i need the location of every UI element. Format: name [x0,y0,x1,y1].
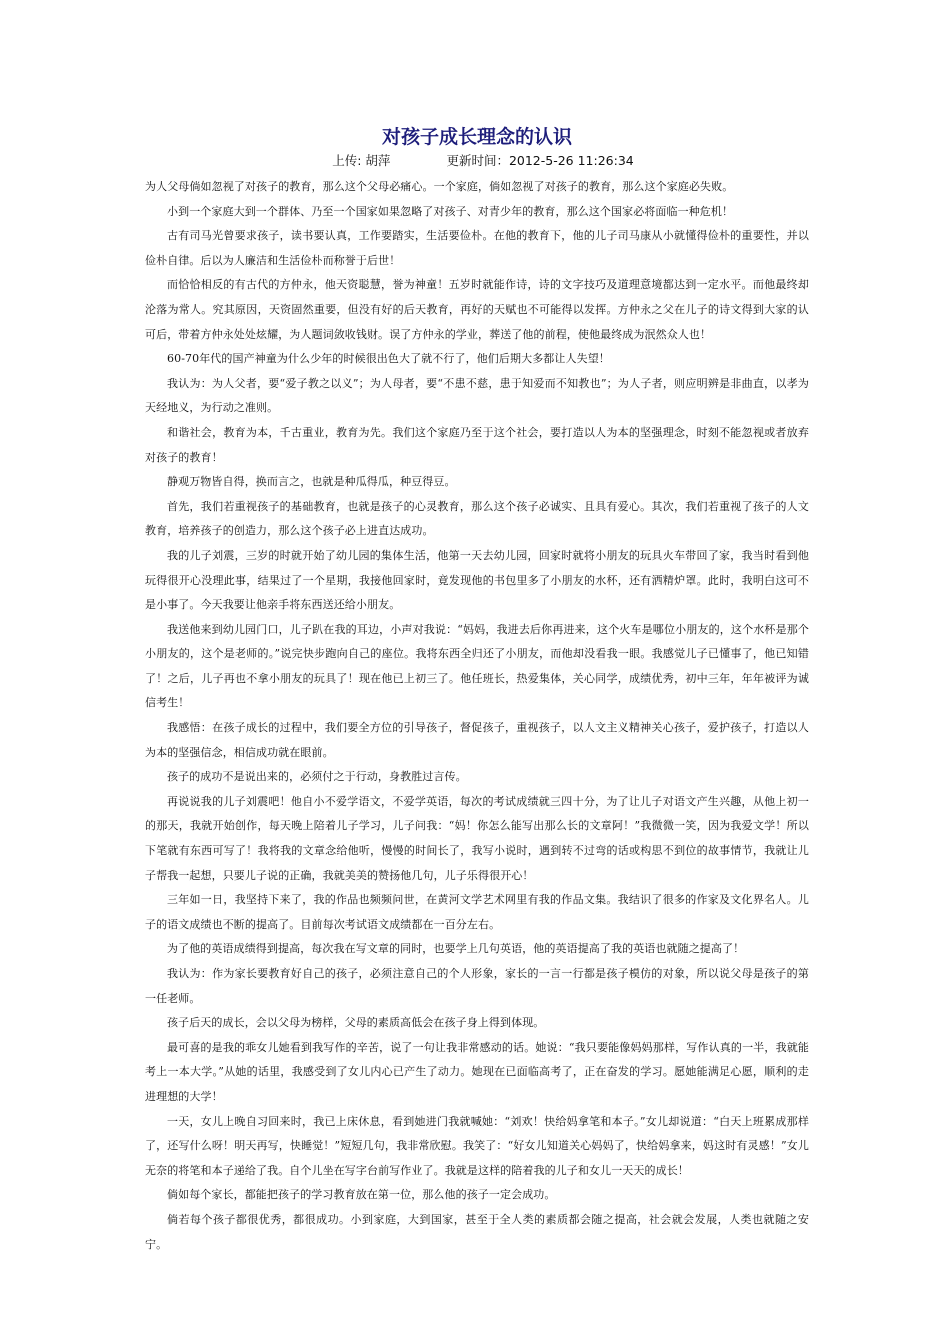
paragraph: 我认为：为人父者，要“爱子教之以义”；为人母者，要“不患不慈，患于知爱而不知教也”；为人子者，则应明辨是非曲直，以孝为天经地义，为行动之准则。 [145,376,809,415]
paragraph: 我的儿子刘震，三岁的时就开始了幼儿园的集体生活，他第一天去幼儿园，回家时就将小朋友的玩具火车带回了家，我当时看到他玩得很开心没理此事，结果过了一个星期，我接他回家时，竟发现他的书包里多了小朋友的水杯，还有洒精炉罩。此时，我明白这可不是小事了。今天我要让他亲手将东西送还给小朋友。 [145,548,809,612]
paragraph: 静观万物皆自得，换而言之，也就是种瓜得瓜，种豆得豆。 [167,475,456,489]
paragraph: 倘如每个家长，都能把孩子的学习教育放在第一位，那么他的孩子一定会成功。 [167,1188,556,1202]
paragraph: 首先，我们若重视孩子的基础教育，也就是孩子的心灵教育，那么这个孩子必诚实、且具有爱心。其次，我们若重视了孩子的人文教育，培养孩子的创造力，那么这个孩子必上进直达成功。 [145,499,809,538]
paragraph: 我感悟：在孩子成长的过程中，我们要全方位的引导孩子，督促孩子，重视孩子，以人文主义精神关心孩子，爱护孩子，打造以人为本的坚强信念，相信成功就在眼前。 [145,721,809,759]
paragraph: 孩子后天的成长，会以父母为榜样，父母的素质高低会在孩子身上得到体现。 [167,1016,545,1030]
paragraph: 古有司马光曾要求孩子，读书要认真，工作要踏实，生活要俭朴。在他的教育下，他的儿子司马康从小就懂得俭朴的重要性，并以俭朴自律。后以为人廉洁和生活俭朴而称誉于后世！ [145,229,809,267]
article-body [145,175,809,1257]
paragraph: 再说说我的儿子刘震吧！他自小不爱学语文，不爱学英语，每次的考试成绩就三四十分，为了让儿子对语文产生兴趣，从他上初一的那天，我就开始创作，每天晚上陪着儿子学习，儿子问我：“妈！你怎么能写出那么长的文章阿！”我微微一笑，因为我爱文学！所以下笔就有东西可写了！我将我的文章念给他听，慢慢的时间长了，我写小说时，遇到转不过弯的话或构思不到位的故事情节，我就让儿子帮我一起想，只要儿子说的正确，我就美美的赞扬他几句，儿子乐得很开心！ [145,794,809,882]
paragraph: 孩子的成功不是说出来的，必须付之于行动，身教胜过言传。 [167,770,467,784]
paragraph: 我送他来到幼儿园门口，儿子趴在我的耳边，小声对我说：“妈妈，我进去后你再进来，这个火车是哪位小朋友的，这个水杯是那个小朋友的，这个是老师的。”说完快步跑向自己的座位。我将东西全归还了小朋友，而他却没看我一眼。我感觉儿子已懂事了，他已知错了！之后，儿子再也不拿小朋友的玩具了！现在他已上初三了。他任班长，热爱集体，关心同学，成绩优秀，初中三年，年年被评为诚信考生！ [145,622,809,710]
paragraph: 一天，女儿上晚自习回来时，我已上床休息，看到她进门我就喊她：“刘欢！快给妈拿笔和本子。”女儿却说道：“白天上班累成那样了，还写什么呀！明天再写，快睡觉！”短短几句，我非常欣慰。我笑了：“好女儿知道关心妈妈了，快给妈拿来，妈这时有灵感！”女儿无奈的将笔和本子递给了我。自个儿坐在写字台前写作业了。我就是这样的陪着我的儿子和女儿一天天的成长！ [145,1114,809,1177]
article-meta [145,152,809,170]
paragraph: 我认为：作为家长要教育好自己的孩子，必须注意自己的个人形象，家长的一言一行都是孩子模仿的对象，所以说父母是孩子的第一任老师。 [145,967,809,1005]
paragraph: 小到一个家庭大到一个群体、乃至一个国家如果忽略了对孩子、对青少年的教育，那么这个国家必将面临一种危机！ [167,204,734,218]
uploader-label: 上传: 胡萍 [332,153,391,168]
paragraph: 倘若每个孩子都很优秀，都很成功。小到家庭，大到国家，甚至于全人类的素质都会随之提高，社会就会发展，人类也就随之安宁。 [145,1212,809,1251]
paragraph: 三年如一日，我坚持下来了，我的作品也频频问世，在黄河文学艺术网里有我的作品文集。我结识了很多的作家及文化界名人。儿子的语文成绩也不断的提高了。目前每次考试语文成绩都在一百分左右。 [145,893,809,931]
paragraph: 而恰恰相反的有古代的方仲永，他天资聪慧，誉为神童！五岁时就能作诗，诗的文字技巧及道理意境都达到一定水平。而他最终却沦落为常人。究其原因，天资固然重要，但没有好的后天教育，再好的天赋也不可能得以发挥。方仲永之父在儿子的诗文得到大家的认可后，带着方仲永处处炫耀，为人题词敛收钱财。误了方仲永的学业，葬送了他的前程，使他最终成为泯然众人也！ [145,278,809,341]
paragraph: 和谐社会，教育为本，千古重业，教育为先。我们这个家庭乃至于这个社会，要打造以人为本的坚强理念，时刻不能忽视或者放弃对孩子的教育！ [145,425,809,464]
paragraph: 最可喜的是我的乖女儿她看到我写作的辛苦，说了一句让我非常感动的话。她说：“我只要能像妈妈那样，写作认真的一半，我就能考上一本大学。”从她的话里，我感受到了女儿内心已产生了动力。她现在已面临高考了，正在奋发的学习。愿她能满足心愿，顺利的走进理想的大学！ [145,1040,809,1103]
updated-time: 更新时间：2012-5-26 11:26:34 [446,153,634,168]
article-title: 对孩子成长理念的认识 [381,126,572,148]
paragraph: 60-70年代的国产神童为什么少年的时候很出色大了就不行了，他们后期大多都让人失望！ [167,352,610,366]
paragraph: 为了他的英语成绩得到提高，每次我在写文章的同时，也要学上几句英语，他的英语提高了我的英语也就随之提高了！ [167,942,745,956]
paragraph: 为人父母倘如忽视了对孩子的教育，那么这个父母必痛心。一个家庭，倘如忽视了对孩子的教育，那么这个家庭必失败。 [145,180,734,193]
article [145,124,809,1257]
